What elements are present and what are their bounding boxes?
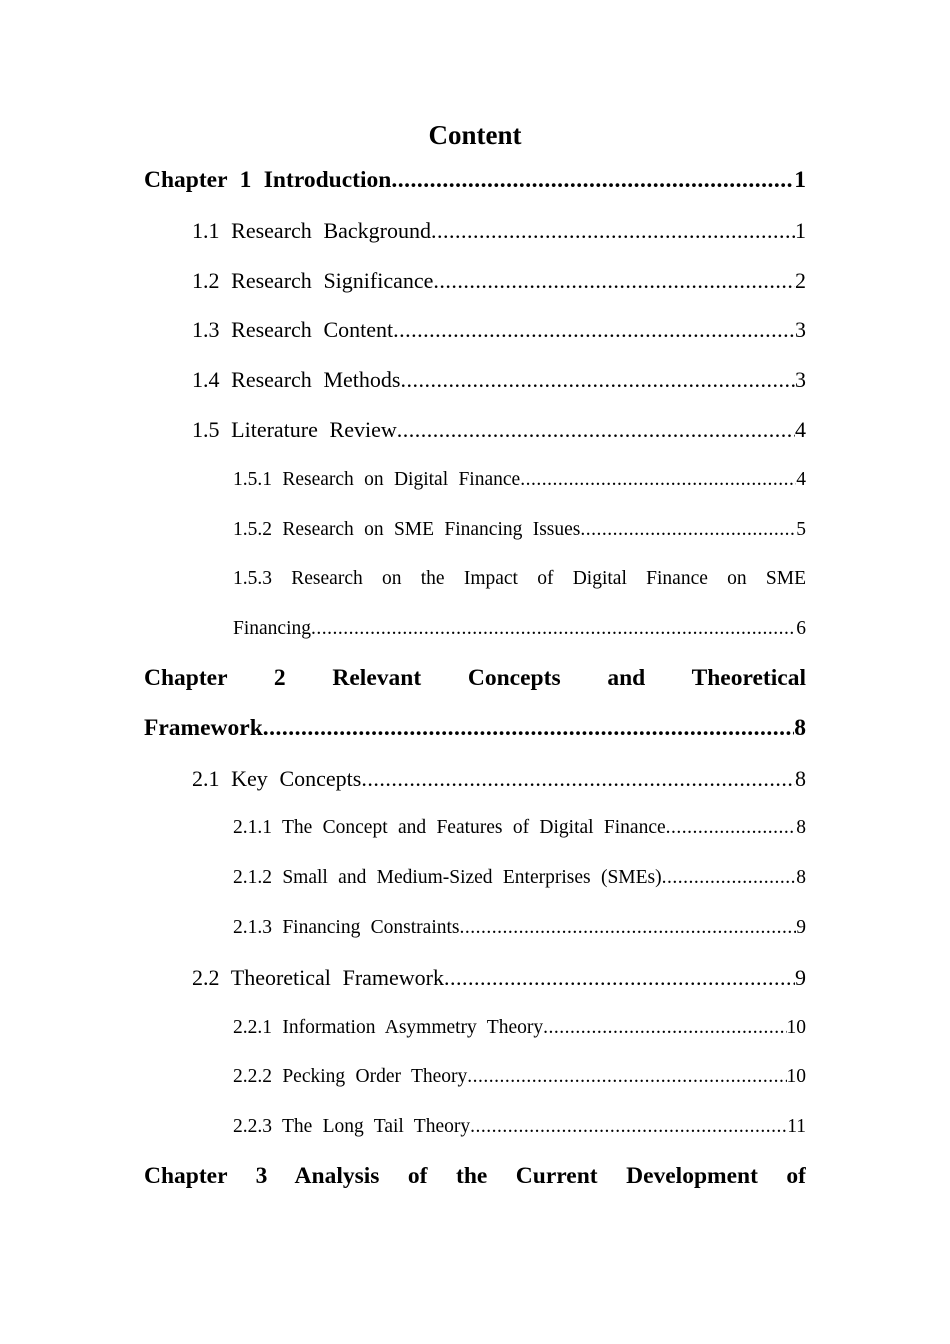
toc-entry-label: 2.1.3 Financing Constraints	[233, 916, 460, 938]
toc-entry-label: Chapter 1 Introduction	[144, 167, 392, 193]
toc-entry-label: 1.1 Research Background	[192, 217, 431, 243]
toc-entry-chapter-2[interactable]	[144, 654, 806, 754]
toc-entry-1-5-3[interactable]	[144, 554, 806, 654]
toc-entry-label: 2.2.3 The Long Tail Theory	[233, 1116, 471, 1138]
toc-entry-label: 1.4 Research Methods	[192, 367, 401, 393]
toc-page-number: 3	[795, 367, 806, 393]
toc-entry-label: 1.3 Research Content	[192, 317, 394, 343]
toc-page-number: 9	[795, 964, 806, 990]
dot-leader	[543, 1003, 786, 1053]
dot-leader	[467, 1052, 786, 1102]
dot-leader	[393, 305, 795, 355]
toc-page-number: 6	[796, 618, 806, 640]
toc-page-number: 5	[796, 518, 806, 540]
toc-entry-label: Financing	[233, 618, 311, 640]
toc-entry-label-line: Chapter 3 Analysis of the Current Development of	[144, 1162, 806, 1189]
toc-entry-label: 1.2 Research Significance	[192, 267, 434, 293]
toc-entry-1-3[interactable]	[144, 305, 806, 355]
toc-entry-chapter-1[interactable]	[144, 156, 806, 206]
toc-page-number: 8	[796, 867, 806, 889]
dot-leader	[460, 903, 797, 953]
toc-entry-1-4[interactable]	[144, 355, 806, 405]
toc-page-number: 11	[787, 1116, 806, 1138]
toc-entry-label: 1.5.2 Research on SME Financing Issues	[233, 518, 581, 540]
toc-entry-1-1[interactable]	[144, 206, 806, 256]
dot-leader	[263, 704, 794, 754]
dot-leader	[397, 405, 795, 455]
toc-entry-label: 2.1 Key Concepts	[192, 765, 362, 791]
toc-page-number: 3	[795, 317, 806, 343]
toc-page-number: 10	[786, 1016, 806, 1038]
dot-leader	[433, 256, 795, 306]
toc-entry-2-1-2[interactable]	[144, 853, 806, 903]
toc-page-number: 4	[795, 416, 806, 442]
dot-leader	[666, 803, 797, 853]
toc-entry-2-2[interactable]	[144, 953, 806, 1003]
toc-page-number: 4	[796, 468, 806, 490]
toc-entry-label: 2.1.2 Small and Medium-Sized Enterprises (SMEs)	[233, 867, 662, 889]
toc-page-number: 10	[786, 1066, 806, 1088]
dot-leader	[311, 604, 796, 654]
toc-entry-label: 1.5 Literature Review	[192, 416, 397, 442]
toc-entry-2-2-3[interactable]	[144, 1102, 806, 1152]
table-of-contents	[144, 156, 806, 1202]
dot-leader	[470, 1102, 787, 1152]
dot-leader	[431, 206, 795, 256]
toc-entry-1-5-1[interactable]	[144, 455, 806, 505]
dot-leader	[520, 455, 796, 505]
toc-title: Content	[428, 120, 522, 150]
toc-entry-label: 1.5.1 Research on Digital Finance	[233, 468, 521, 490]
toc-entry-2-1-1[interactable]	[144, 803, 806, 853]
dot-leader	[580, 505, 796, 555]
toc-page-number: 2	[795, 267, 806, 293]
toc-entry-label: 2.1.1 The Concept and Features of Digital Finance	[233, 817, 666, 839]
toc-entry-1-5[interactable]	[144, 405, 806, 455]
toc-entry-2-1-3[interactable]	[144, 903, 806, 953]
toc-entry-2-2-1[interactable]	[144, 1003, 806, 1053]
toc-entry-label-line: 1.5.3 Research on the Impact of Digital Finance on SME	[233, 568, 806, 590]
dot-leader	[391, 156, 794, 206]
toc-entry-label: 2.2 Theoretical Framework	[192, 964, 444, 990]
dot-leader	[361, 754, 795, 804]
toc-entry-label: 2.2.2 Pecking Order Theory	[233, 1066, 468, 1088]
toc-page-number: 9	[796, 916, 806, 938]
dot-leader	[444, 953, 795, 1003]
dot-leader	[400, 355, 795, 405]
toc-entry-label: 2.2.1 Information Asymmetry Theory	[233, 1016, 544, 1038]
toc-page-number: 8	[796, 817, 806, 839]
toc-entry-chapter-3[interactable]	[144, 1152, 806, 1202]
toc-page-number: 1	[794, 167, 806, 193]
toc-page-number: 1	[795, 217, 806, 243]
toc-entry-1-2[interactable]	[144, 256, 806, 306]
toc-entry-label-line: Chapter 2 Relevant Concepts and Theoretical	[144, 664, 806, 691]
toc-entry-1-5-2[interactable]	[144, 505, 806, 555]
toc-page-number: 8	[795, 765, 806, 791]
toc-page-number: 8	[794, 714, 806, 741]
toc-entry-label: Framework	[144, 714, 263, 741]
dot-leader	[662, 853, 797, 903]
toc-entry-2-1[interactable]	[144, 754, 806, 804]
toc-entry-2-2-2[interactable]	[144, 1052, 806, 1102]
